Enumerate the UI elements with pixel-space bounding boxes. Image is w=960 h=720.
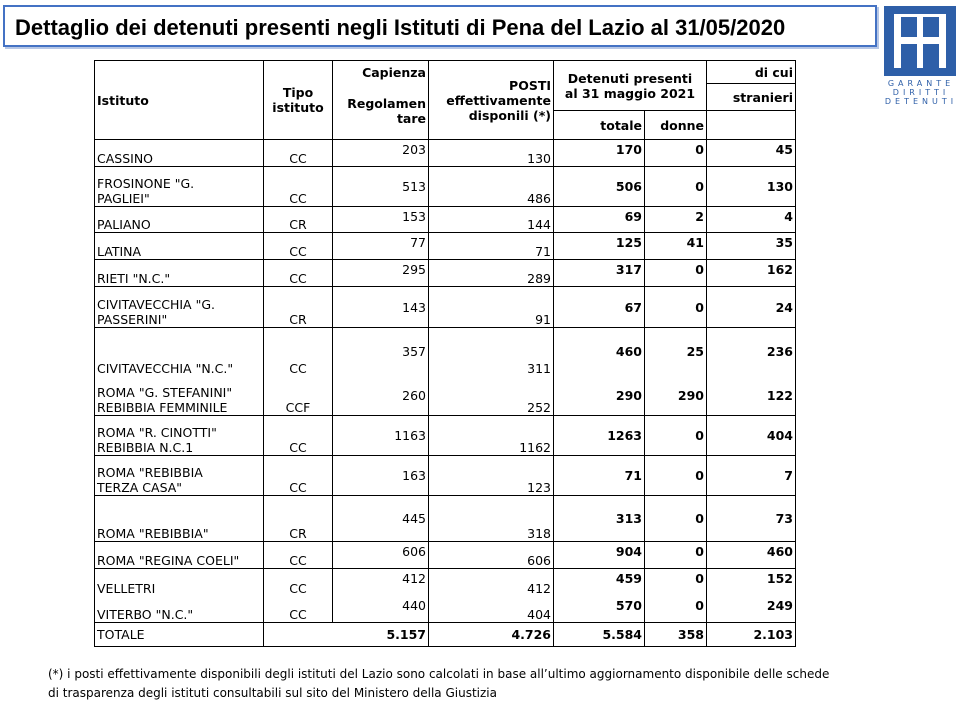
cell-tipo: CR xyxy=(264,496,333,542)
cell-regolamentare: 513 xyxy=(333,167,429,207)
cell-totale: 460 xyxy=(554,328,645,376)
table-row xyxy=(95,496,796,542)
cell-regolamentare: 143 xyxy=(333,287,429,328)
header-totale: totale xyxy=(554,111,645,140)
cell-tipo: CC xyxy=(264,596,333,623)
header-posti-line1: POSTI xyxy=(509,77,551,93)
logo-text-3: DETENUTI xyxy=(884,97,958,106)
cell-stranieri: 4 xyxy=(707,207,796,233)
cell-totale: 71 xyxy=(554,456,645,496)
cell-posti: 486 xyxy=(429,167,554,207)
cell-istituto-line1: CIVITAVECCHIA "G. xyxy=(97,297,215,312)
cell-istituto: ROMA "REGINA COELI" xyxy=(95,542,264,569)
cell-stranieri: 73 xyxy=(707,496,796,542)
cell-regolamentare: 440 xyxy=(333,596,429,623)
table-row xyxy=(95,376,796,416)
cell-istituto-line2: PASSERINI" xyxy=(97,312,168,327)
table-row xyxy=(95,569,796,596)
cell-tipo: CC xyxy=(264,328,333,376)
table-row xyxy=(95,140,796,167)
cell-totale: 570 xyxy=(554,596,645,623)
cell-posti: 91 xyxy=(429,287,554,328)
cell-donne: 0 xyxy=(645,167,707,207)
table-row xyxy=(95,260,796,287)
cell-totale: 313 xyxy=(554,496,645,542)
cell-posti: 318 xyxy=(429,496,554,542)
cell-posti: 71 xyxy=(429,233,554,260)
cell-stranieri: 460 xyxy=(707,542,796,569)
cell-stranieri: 7 xyxy=(707,456,796,496)
header-posti-line3: disponili (*) xyxy=(468,107,551,123)
logo-text-2: DIRITTI xyxy=(892,88,950,97)
cell-totale: 1263 xyxy=(554,416,645,456)
header-detenuti xyxy=(554,61,707,111)
cell-totale: 67 xyxy=(554,287,645,328)
header-posti-line2: effettivamente xyxy=(446,92,551,108)
cell-tipo: CC xyxy=(264,167,333,207)
header-donne: donne xyxy=(645,111,707,140)
total-totale: 5.584 xyxy=(554,623,645,647)
cell-stranieri: 404 xyxy=(707,416,796,456)
cell-posti: 311 xyxy=(429,328,554,376)
cell-donne: 0 xyxy=(645,287,707,328)
cell-posti: 606 xyxy=(429,542,554,569)
cell-totale: 904 xyxy=(554,542,645,569)
cell-tipo: CC xyxy=(264,140,333,167)
cell-donne: 0 xyxy=(645,542,707,569)
cell-regolamentare: 412 xyxy=(333,569,429,596)
cell-istituto: VITERBO "N.C." xyxy=(95,596,264,623)
cell-tipo: CC xyxy=(264,233,333,260)
header-tipo xyxy=(264,61,333,140)
cell-posti: 144 xyxy=(429,207,554,233)
cell-posti: 404 xyxy=(429,596,554,623)
header-tipo-line1: Tipo xyxy=(282,85,314,100)
cell-regolamentare: 357 xyxy=(333,328,429,376)
cell-regolamentare: 606 xyxy=(333,542,429,569)
cell-tipo: CC xyxy=(264,456,333,496)
cell-regolamentare: 203 xyxy=(333,140,429,167)
cell-stranieri: 152 xyxy=(707,569,796,596)
cell-istituto xyxy=(95,376,264,416)
cell-istituto: VELLETRI xyxy=(95,569,264,596)
cell-totale: 317 xyxy=(554,260,645,287)
cell-istituto-line1: ROMA "R. CINOTTI" xyxy=(97,425,217,440)
cell-regolamentare: 295 xyxy=(333,260,429,287)
cell-stranieri: 162 xyxy=(707,260,796,287)
cell-stranieri: 45 xyxy=(707,140,796,167)
table-row xyxy=(95,416,796,456)
header-capienza: Capienza xyxy=(333,61,429,84)
cell-regolamentare: 1163 xyxy=(333,416,429,456)
table-row xyxy=(95,542,796,569)
cell-posti: 412 xyxy=(429,569,554,596)
cell-istituto-line2: PAGLIEI" xyxy=(97,191,150,206)
cell-donne: 0 xyxy=(645,416,707,456)
cell-stranieri: 35 xyxy=(707,233,796,260)
cell-istituto xyxy=(95,287,264,328)
cell-posti: 130 xyxy=(429,140,554,167)
cell-donne: 0 xyxy=(645,596,707,623)
footnote-line1: (*) i posti effettivamente disponibili degli istituti del Lazio sono calcolati in base all’ultimo aggiornamento disponibile delle schede xyxy=(48,667,830,681)
header-regolamentare-line1: Regolamen xyxy=(347,96,426,112)
total-label: TOTALE xyxy=(95,623,264,647)
table-row xyxy=(95,207,796,233)
cell-donne: 0 xyxy=(645,456,707,496)
cell-totale: 125 xyxy=(554,233,645,260)
cell-tipo: CCF xyxy=(264,376,333,416)
cell-donne: 0 xyxy=(645,496,707,542)
header-tipo-line2: istituto xyxy=(272,100,324,115)
table-row xyxy=(95,456,796,496)
cell-stranieri: 236 xyxy=(707,328,796,376)
header-stranieri: stranieri xyxy=(707,84,796,111)
header-detenuti-line2: al 31 maggio 2021 xyxy=(564,85,696,101)
cell-istituto xyxy=(95,456,264,496)
cell-totale: 459 xyxy=(554,569,645,596)
cell-tipo: CR xyxy=(264,287,333,328)
cell-totale: 506 xyxy=(554,167,645,207)
cell-tipo: CC xyxy=(264,416,333,456)
cell-donne: 290 xyxy=(645,376,707,416)
total-regolamentare: 5.157 xyxy=(333,623,429,647)
header-dicui: di cui xyxy=(707,61,796,84)
cell-tipo: CR xyxy=(264,207,333,233)
cell-istituto: ROMA "REBIBBIA" xyxy=(95,496,264,542)
cell-donne: 0 xyxy=(645,260,707,287)
table-row xyxy=(95,328,796,376)
total-donne: 358 xyxy=(645,623,707,647)
cell-donne: 41 xyxy=(645,233,707,260)
cell-regolamentare: 163 xyxy=(333,456,429,496)
total-row xyxy=(95,623,796,647)
cell-istituto-line2: TERZA CASA" xyxy=(97,480,183,495)
cell-donne: 0 xyxy=(645,140,707,167)
cell-istituto: RIETI "N.C." xyxy=(95,260,264,287)
table-row xyxy=(95,596,796,623)
cell-istituto: CIVITAVECCHIA "N.C." xyxy=(95,328,264,376)
cell-stranieri: 249 xyxy=(707,596,796,623)
cell-istituto-line1: ROMA "G. STEFANINI" xyxy=(97,385,233,400)
cell-posti: 1162 xyxy=(429,416,554,456)
cell-regolamentare: 260 xyxy=(333,376,429,416)
footnote xyxy=(48,665,918,703)
cell-istituto-line2: REBIBBIA N.C.1 xyxy=(97,440,194,455)
cell-donne: 0 xyxy=(645,569,707,596)
header-regolamentare xyxy=(333,84,429,140)
cell-istituto xyxy=(95,167,264,207)
cell-totale: 170 xyxy=(554,140,645,167)
cell-posti: 252 xyxy=(429,376,554,416)
header-detenuti-line1: Detenuti presenti xyxy=(567,70,693,86)
cell-stranieri: 130 xyxy=(707,167,796,207)
cell-donne: 2 xyxy=(645,207,707,233)
cell-istituto: PALIANO xyxy=(95,207,264,233)
cell-istituto-line1: ROMA "REBIBBIA xyxy=(97,465,203,480)
cell-istituto xyxy=(95,416,264,456)
cell-donne: 25 xyxy=(645,328,707,376)
header-empty xyxy=(707,111,796,140)
cell-regolamentare: 445 xyxy=(333,496,429,542)
cell-istituto: LATINA xyxy=(95,233,264,260)
total-stranieri: 2.103 xyxy=(707,623,796,647)
cell-istituto: CASSINO xyxy=(95,140,264,167)
cell-regolamentare: 153 xyxy=(333,207,429,233)
total-tipo-empty xyxy=(264,623,333,647)
table-row xyxy=(95,233,796,260)
cell-posti: 123 xyxy=(429,456,554,496)
header-posti xyxy=(429,61,554,140)
logo-text-1: GARANTE xyxy=(887,79,955,88)
cell-tipo: CC xyxy=(264,542,333,569)
cell-stranieri: 122 xyxy=(707,376,796,416)
detenuti-table xyxy=(94,60,796,647)
page-title: Dettaglio dei detenuti presenti negli Istituti di Pena del Lazio al 31/05/2020 xyxy=(15,15,786,40)
total-posti: 4.726 xyxy=(429,623,554,647)
cell-stranieri: 24 xyxy=(707,287,796,328)
header-regolamentare-line2: tare xyxy=(396,111,426,127)
cell-istituto-line1: FROSINONE "G. xyxy=(97,176,195,191)
footnote-line2: di trasparenza degli istituti consultabili sul sito del Ministero della Giustizia xyxy=(48,686,497,700)
table-row xyxy=(95,167,796,207)
cell-tipo: CC xyxy=(264,260,333,287)
title-box xyxy=(3,5,877,47)
cell-tipo: CC xyxy=(264,569,333,596)
header-istituto: Istituto xyxy=(95,61,264,140)
cell-posti: 289 xyxy=(429,260,554,287)
cell-totale: 69 xyxy=(554,207,645,233)
cell-istituto-line2: REBIBBIA FEMMINILE xyxy=(97,400,228,415)
cell-regolamentare: 77 xyxy=(333,233,429,260)
cell-totale: 290 xyxy=(554,376,645,416)
table-row xyxy=(95,287,796,328)
